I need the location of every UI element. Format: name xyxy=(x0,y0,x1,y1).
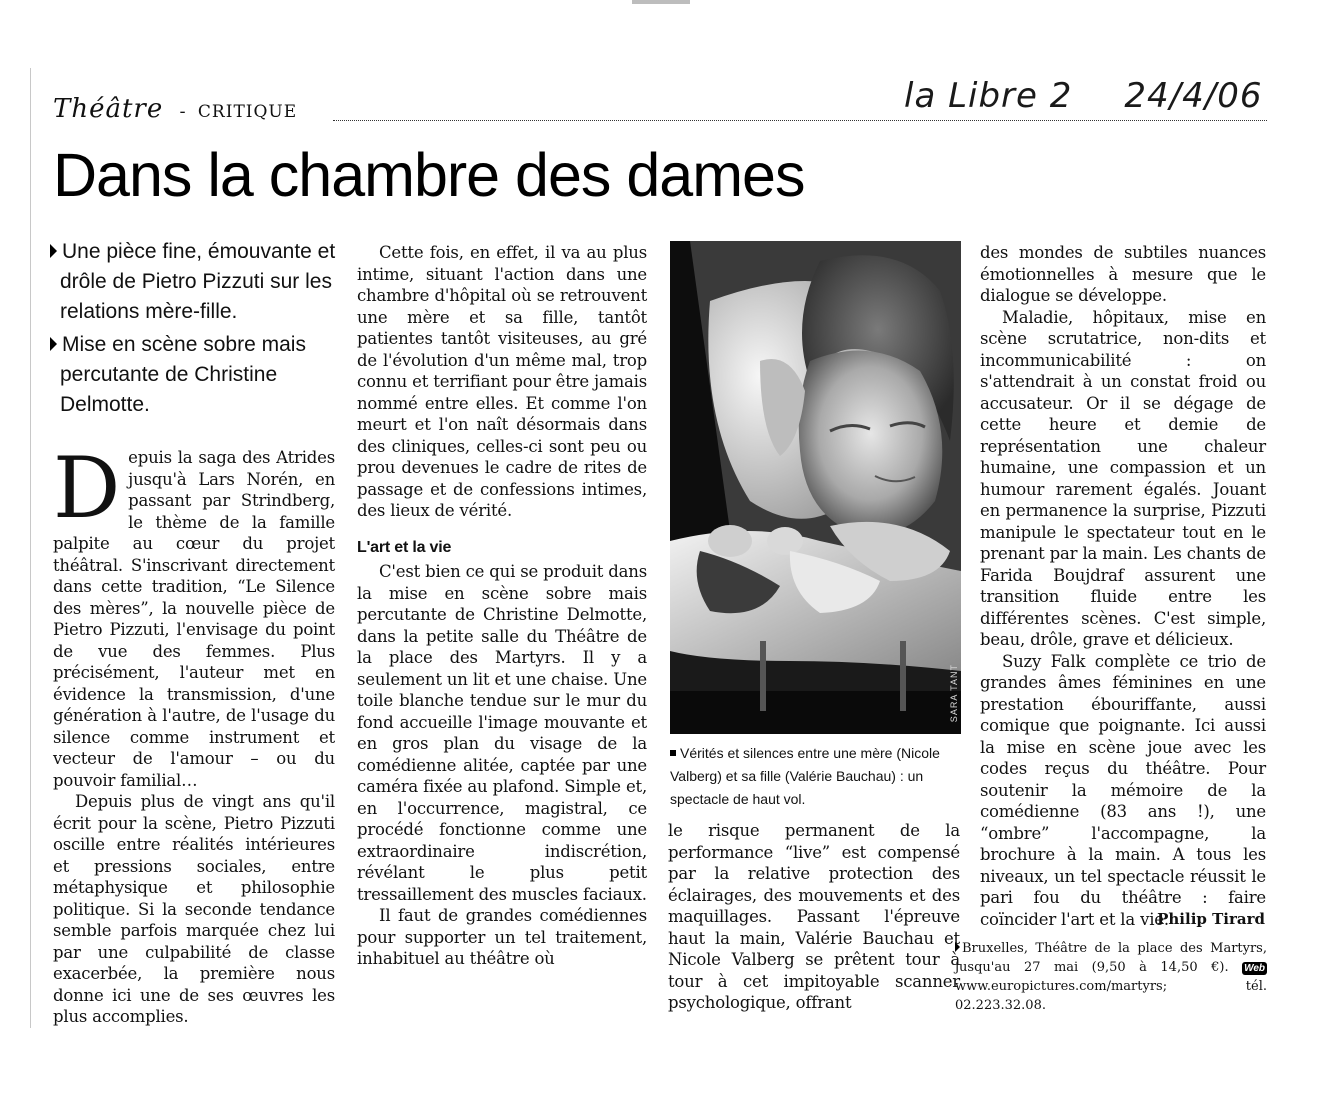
standfirst-text: Une pièce fine, émouvante et drôle de Pietro Pizzuti sur les relations mère-fille. xyxy=(60,240,336,323)
paragraph: des mondes de subtiles nuances émotionnelles à mesure que le dialogue se développe. xyxy=(980,243,1266,305)
section-label: Théâtre xyxy=(53,94,164,124)
column-4 xyxy=(980,242,1266,930)
paragraph xyxy=(53,439,335,791)
phone-number: tél. 02.223.32.08. xyxy=(955,979,1267,1013)
column-1 xyxy=(53,439,335,1028)
paragraph: Maladie, hôpitaux, mise en scène scrutatrice, non-dits et incommunicabilité : on s'attendrait à un constat froid ou accusateur. Or il se dégage de cette heure et demie de représentation une chaleur humaine, une compassion et un humour rarement égalés. Jouant en permanence la surprise, Pizzuti manipule le spectateur tout en le prenant par la main. Les chants de Farida Boujdraf assurent une transition fluide entre les différentes scènes. C'est simple, beau, drôle, grave et délicieux. xyxy=(980,307,1266,649)
column-2 xyxy=(357,242,647,970)
handwritten-source: la Libre 2 xyxy=(904,76,1073,116)
paragraph: C'est bien ce qui se produit dans la mise en scène sobre mais percutante de Christine Delmotte, dans la petite salle du Théâtre de la place des Martyrs. Il y a seulement un lit et une chaise. Une toile blanche tendue sur le mur du fond accueille l'image mouvante et en gros plan du visage de la comédienne alitée, captée par une caméra fixée au plafond. Simple et, en l'occurrence, magistral, ce procédé fonctionne comme une extraordinaire indiscrétion, révélant le plus petit tressaillement des muscles faciaux. xyxy=(357,562,647,904)
headline: Dans la chambre des dames xyxy=(53,141,805,209)
rubric xyxy=(53,94,297,124)
byline: Philip Tirard xyxy=(1157,910,1265,928)
practical-info xyxy=(955,939,1267,1015)
triangle-bullet-icon xyxy=(50,337,57,351)
subheading: L'art et la vie xyxy=(357,538,452,556)
venue-info: Bruxelles, Théâtre de la place des Martyrs, jusqu'au 27 mai (9,50 à 14,50 €). xyxy=(955,941,1267,975)
paragraph: Il faut de grandes comédiennes pour supporter un tel traitement, inhabituel au théâtre où xyxy=(357,906,647,968)
standfirst-text: Mise en scène sobre mais percutante de Christine Delmotte. xyxy=(60,333,306,416)
photo-caption xyxy=(670,742,960,811)
standfirst xyxy=(60,237,350,423)
caption-text: Vérités et silences entre une mère (Nicole Valberg) et sa fille (Valérie Bauchau) : un spectacle de haut vol. xyxy=(670,745,940,807)
square-bullet-icon xyxy=(670,750,676,756)
web-icon: Web xyxy=(1244,963,1265,974)
standfirst-item xyxy=(60,330,350,420)
triangle-bullet-icon xyxy=(50,244,57,258)
rubric-separator: - xyxy=(179,102,186,122)
handwritten-note xyxy=(904,76,1262,116)
triangle-bullet-icon xyxy=(955,942,960,952)
paragraph: le risque permanent de la performance “live” est compensé par la relative protection des éclairages, des mouvements et des maquillages. Passant l'épreuve haut la main, Valérie Bauchau et Nicole Valberg se prêtent tour à tour à cet impitoyable scanner psychologique, offrant xyxy=(668,821,960,1012)
page-edge xyxy=(30,68,31,1028)
drop-cap: D xyxy=(53,439,121,537)
handwritten-date: 24/4/06 xyxy=(1124,76,1263,116)
paragraph: Depuis plus de vingt ans qu'il écrit pour la scène, Pietro Pizzuti oscille entre réalités intérieures et pressions sociales, entre métaphysique et philosophie politique. Si la seconde tendance semble parfois marquée chez lui par une culpabilité de classe exacerbée, la première nous donne ici une de ses œuvres les plus accomplies. xyxy=(53,792,335,1026)
photo-credit: SARA TANT xyxy=(949,663,959,722)
rubric-rule xyxy=(333,120,1267,121)
web-url: www.europictures.com/martyrs; xyxy=(955,979,1168,994)
paragraph-text: epuis la saga des Atrides jusqu'à Lars Norén, en passant par Strindberg, le thème de la famille palpite au cœur du projet théâtral. S'inscrivant directement dans cette tradition, “Le Silence des mères”, la nouvelle pièce de Pietro Pizzuti, l'envisage du point de vue des femmes. Plus précisément, l'auteur met en évidence la transmission, d'une génération à l'autre, de l'usage du silence comme instrument et vecteur de l'amour – ou du pouvoir familial… xyxy=(53,448,335,790)
stage-photo xyxy=(670,241,961,734)
paragraph: Cette fois, en effet, il va au plus intime, situant l'action dans une chambre d'hôpital où se retrouvent une mère et sa fille, tantôt patientes tantôt visiteuses, au gré de l'évolution d'un même mal, trop connu et terrifiant pour être jamais nommé entre elles. Et comme l'on meurt et l'on naît désormais dans des cliniques, celles-ci sont peu ou prou devenues le cadre de rites de passage et de confessions intimes, des lieux de vérité. xyxy=(357,243,647,520)
article-kind: CRITIQUE xyxy=(197,102,298,122)
paragraph: Suzy Falk complète ce trio de grandes âmes féminines en une prestation ébouriffante, aussi comique que poignante. Ici aussi la mise en scène joue avec les codes reçus du théâtre. Pour soutenir la mémoire de la comédienne (83 ans !), une “ombre” l'accompagne, la brochure à la main. A tous les niveaux, un tel spectacle réussit le pari fou du théâtre : faire coïncider l'art et la vie. xyxy=(980,651,1266,929)
column-3-continuation xyxy=(668,820,960,1014)
standfirst-item xyxy=(60,237,350,327)
scan-mark xyxy=(632,0,690,4)
stage-photo-image xyxy=(670,241,961,734)
